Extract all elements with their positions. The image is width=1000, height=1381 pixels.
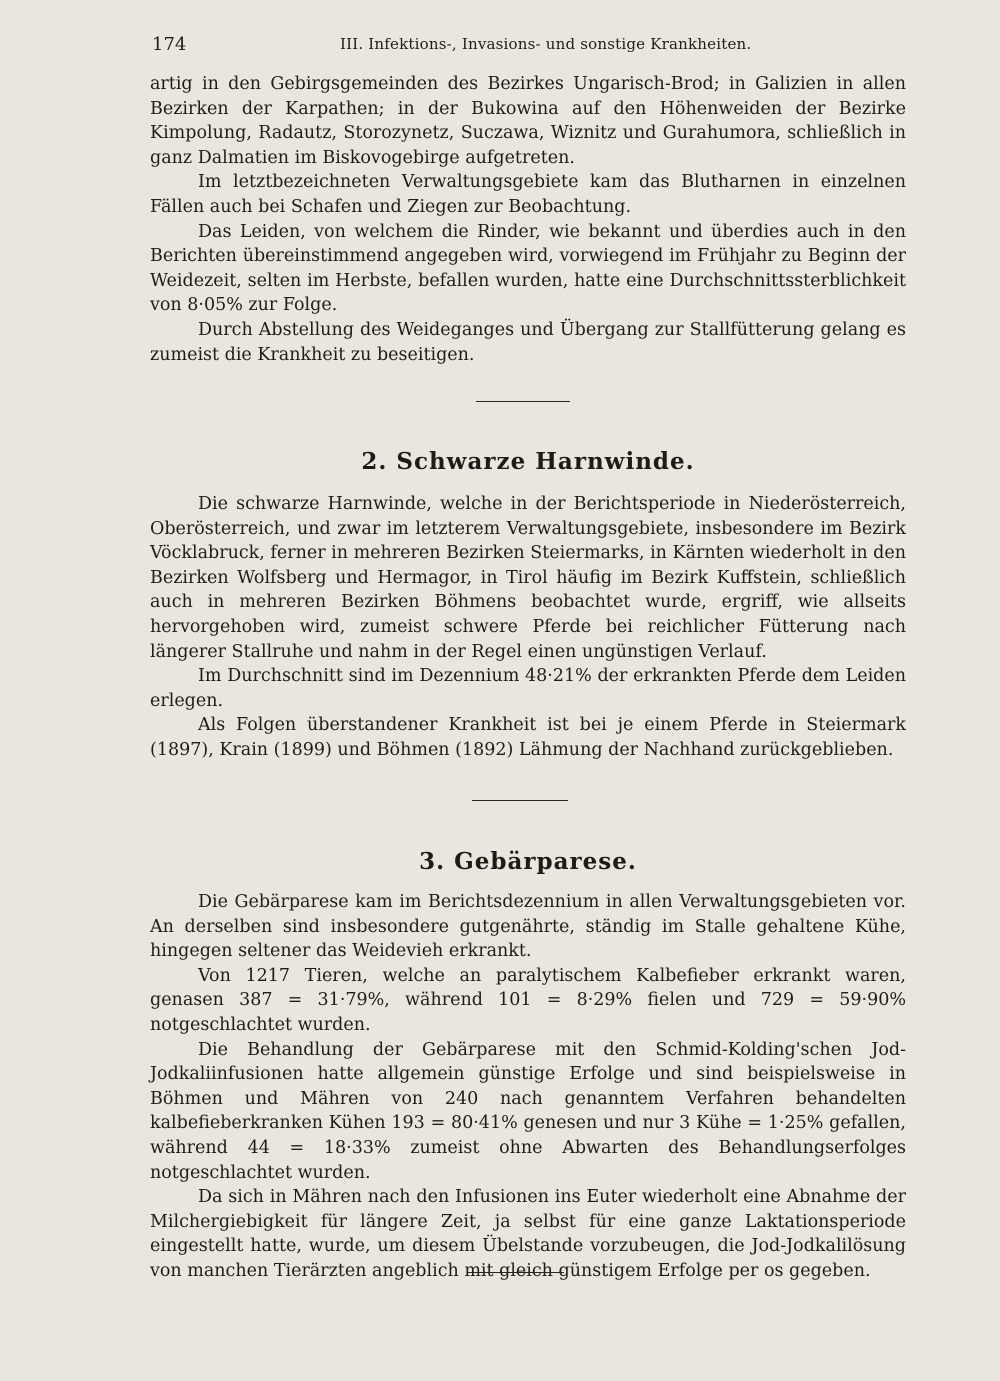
section-3-paragraph-4: Da sich in Mähren nach den Infusionen ins Euter wiederholt eine Abnahme der Milchergiebigkeit für längere Zeit, ja selbst für eine ganze Laktationsperiode eingestellt hatte, wurde, um diesem Übelstande vorzubeugen, die Jod-Jodkalilösung von manchen Tierärzten angeblich mit gleich günstigem Erfolge per os gegeben. xyxy=(150,1187,906,1281)
section-3-paragraph-2: Von 1217 Tieren, welche an paralytischem Kalbefieber erkrankt waren, genasen 387 = 31·79%, während 101 = 8·29% fielen und 729 = 59·90% notgeschlachtet wurden. xyxy=(150,965,906,1035)
page-number: 174 xyxy=(152,34,187,55)
intro-paragraph-1: artig in den Gebirgsgemeinden des Bezirkes Ungarisch-Brod; in Galizien in allen Bezirken der Karpathen; in der Bukowina auf den Höhenweiden der Bezirke Kimpolung, Radautz, Storozynetz, Suczawa, Wiznitz und Gurahumora, schließlich in ganz Dalmatien im Biskovogebirge aufgetreten. xyxy=(150,74,906,168)
intro-paragraph-2: Im letztbezeichneten Verwaltungsgebiete kam das Blutharnen in einzelnen Fällen auch bei Schafen und Ziegen zur Beobachtung. xyxy=(150,172,906,217)
intro-paragraph-4: Durch Abstellung des Weideganges und Übergang zur Stallfütterung gelang es zumeist die Krankheit zu beseitigen. xyxy=(150,319,906,365)
intro-paragraph-3: Das Leiden, von welchem die Rinder, wie bekannt und überdies auch in den Berichten übereinstimmend angegeben wird, vorwiegend im Frühjahr zu Beginn der Weidezeit, selten im Herbste, befallen wurden, hatte eine Durchschnittssterblichkeit von 8·05% zur Folge. xyxy=(150,221,906,316)
section-3-paragraph-3: Die Behandlung der Gebärparese mit den Schmid-Kolding'schen Jod-Jodkaliinfusionen hatte allgemein günstige Erfolge und sind beispielsweise in Böhmen und Mähren von 240 nach genanntem Verfahren behandelten kalbefieberkranken Kühen 193 = 80·41% genesen und nur 3 Kühe = 1·25% gefallen, während 44 = 18·33% zumeist ohne Abwarten des Behandlungserfolges notgeschlachtet wurden. xyxy=(150,1039,906,1183)
page-header xyxy=(152,34,904,56)
section-2-text xyxy=(150,492,906,763)
section-divider xyxy=(468,1272,564,1273)
section-2-paragraph-1: Die schwarze Harnwinde, welche in der Berichtsperiode in Niederösterreich, Oberösterreich, und zwar im letzterem Verwaltungsgebiete, insbesondere im Bezirk Vöcklabruck, ferner in mehreren Bezirken Steiermarks, in Kärnten wiederholt in den Bezirken Wolfsberg und Hermagor, in Tirol häufig im Bezirk Kuffstein, schließlich auch in mehreren Bezirken Böhmens beobachtet wurde, ergriff, wie allseits hervorgehoben wird, zumeist schwere Pferde bei reichlicher Fütterung nach längerer Stallruhe und nahm in der Regel einen ungünstigen Verlauf. xyxy=(150,494,906,662)
section-3-paragraph-1: Die Gebärparese kam im Berichtsdezennium in allen Verwaltungsgebieten vor. An derselben sind insbesondere gutgenährte, ständig im Stalle gehaltene Kühe, hingegen seltener das Weidevieh erkrankt. xyxy=(150,892,906,962)
section-2-paragraph-3: Als Folgen überstandener Krankheit ist bei je einem Pferde in Steiermark (1897), Krain (1899) und Böhmen (1892) Lähmung der Nachhand zurückgeblieben. xyxy=(150,715,906,760)
section-2-title: 2. Schwarze Harnwinde. xyxy=(361,448,695,475)
section-2-paragraph-2: Im Durchschnitt sind im Dezennium 48·21% der erkrankten Pferde dem Leiden erlegen. xyxy=(150,666,906,711)
intro-text xyxy=(150,72,906,367)
section-divider xyxy=(476,401,570,402)
running-head: III. Infektions-, Invasions- und sonstige Krankheiten. xyxy=(340,35,752,53)
section-3-title: 3. Gebärparese. xyxy=(419,848,637,875)
section-divider xyxy=(472,800,568,801)
section-3-text xyxy=(150,890,906,1284)
